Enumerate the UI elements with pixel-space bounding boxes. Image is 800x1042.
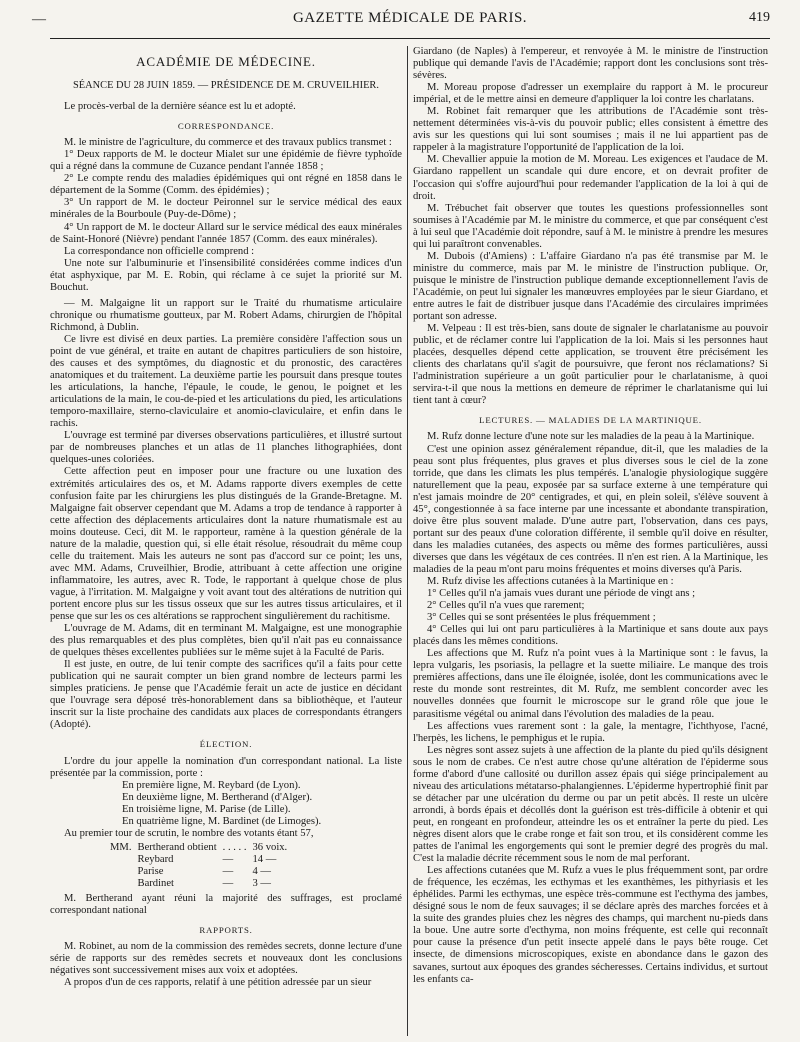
vote-row: Bardinet — 3 — [137,877,272,889]
page-header [32,10,770,32]
header-rule [50,38,770,39]
right-column [413,46,768,986]
paragraph-juste: Il est juste, en outre, de lui tenir compte des sacrifices qu'il a faits pour cette publication qui ne saurait compter un bien grand nombre de lecteurs parmi les simples praticiens. Je pense que l'Académie ferait un acte de justice en décidant que l'ouvrage sera déposé très-honorablement dans sa bibliothèque, et l'auteur inscrit sur la liste prochaine des candidats aux places de correspondants étrangers (Adopté). [50,659,402,731]
paragraph-item-2: 2° Le compte rendu des maladies épidémiques qui ont régné en 1858 dans le département de la Somme (Comm. des épidémies) ; [50,173,402,197]
paragraph-velpeau: M. Velpeau : Il est très-bien, sans doute de signaler le charlatanisme au pouvoir public, et de réclamer contre lui l'application de la loi. Mais si les personnes haut placées, desquelles dépend cette application, se trouvent être précisément les clients des charlatans qu'il s'agit de poursuivre, que feront nos réclamations? Si l'administration supérieure a un goût particulier pour le charlatanisme, à quoi servira-t-il que nous la mettions en demeure de réprimer le charlatanisme qui lui tient tant à cœur? [413,323,768,407]
seance-line: SÉANCE DU 28 JUIN 1859. — PRÉSIDENCE DE M. CRUVEILHIER. [73,80,379,92]
paragraph-rufz: M. Rufz donne lecture d'une note sur les maladies de la peau à la Martinique. [427,431,755,443]
paragraph-r1: 1° Celles qu'il n'a jamais vues durant une période de vingt ans ; [427,588,696,600]
paragraph-tour: Au premier tour de scrutin, le nombre des votants étant 57, [64,827,314,839]
left-column [50,46,402,989]
paragraph-chevallier: M. Chevallier appuie la motion de M. Moreau. Les exigences et l'audace de M. Giardano rappellent un scandale qui dure encore, et on devrait profiter de l'occasion qui s'offre aujourd'hui pour redemander l'application de la loi à qui de droit. [413,154,768,202]
paragraph-r3: 3° Celles qui se sont présentées le plus fréquemment ; [427,612,656,624]
vote-row: Reybard — 14 — [137,853,277,865]
paragraph-moreau: M. Moreau propose d'adresser un exemplaire du rapport à M. le procureur impérial, et de le mettre ainsi en demeure d'appliquer la loi contre les charlatans. [413,82,768,106]
paragraph-giardano: Giardano (de Naples) à l'empereur, et renvoyée à M. le ministre de l'instruction publique qui demande l'avis de l'Académie; rapport dont les conclusions sont très-sévères. [413,46,768,82]
paragraph-r4: 4° Celles qui lui ont paru particulières à la Martinique et sans doute aux pays placés dans les mêmes conditions. [413,624,768,648]
paragraph-bertherand: M. Bertherand ayant réuni la majorité des suffrages, est proclamé correspondant national [50,892,402,916]
paragraph-ordre: L'ordre du jour appelle la nomination d'un correspondant national. La liste présentée par la commission, porte : [50,755,402,779]
vote-row: Parise — 4 — [137,865,272,877]
paragraph-trebuchet: M. Trébuchet fait observer que toutes les questions professionnelles sont soumises à l'Académie par M. le ministre du commerce, et que par conséquent c'est à lui seul que l'Académie doit répondre, sauf à M. le ministre à prendre les mesures qui lui paraîtront convenables. [413,202,768,250]
page-number: 419 [749,10,770,25]
paragraph-albuminurie: Une note sur l'albuminurie et l'insensibilité considérées comme indices d'un état asphyxique, par M. E. Robin, qui réclame à ce sujet la priorité sur M. Bouchut. [50,257,402,293]
list-line-3: En troisième ligne, M. Parise (de Lille). [122,803,291,815]
paragraph-minutes: Le procès-verbal de la dernière séance est lu et adopté. [64,101,296,113]
section-heading-election: ÉLECTION. [199,739,253,750]
paragraph-item-1: 1° Deux rapports de M. le docteur Mialet sur une épidémie de fièvre typhoïde qui a régné dans la commune de Cuzance pendant l'année 1858 ; [50,149,402,173]
paragraph-negres: Les nègres sont assez sujets à une affection de la plante du pied qu'ils désignent sous le nom de crabes. Ce n'est autre chose qu'une altération de l'épiderme sous forme d'abord d'une callosité ou durillon assez épais qui siége principalement au niveau des articulations métatarso-phalangiennes. L'épiderme hypertrophié finit par se détacher par une ulcération du derme ou par un petit abcès. Il reste un ulcère arrondi, à bords épais et décollés dont la guérison est très-difficile à obtenir et qui peut, en rongeant en profondeur, atteindre les os et entraîner la perte du pied. Les nègres disent alors que le crabe ronge et fait son trou, et ils considèrent comme les pattes de l'animal les engorgements qui sont le premier degré des progrès du mal. C'est la maladie décrite récemment sous le nom de mal perforant. [413,744,768,865]
header-dash: — [32,12,46,27]
list-line-1: En première ligne, M. Reybard (de Lyon). [122,779,301,791]
paragraph-nonofficielle: La correspondance non officielle comprend : [64,245,255,257]
section-heading-correspondance: CORRESPONDANCE. [177,121,275,132]
list-line-2: En deuxième ligne, M. Bertherand (d'Alger). [122,791,313,803]
paragraph-rarement: Les affections vues rarement sont : la gale, la mentagre, l'ichthyose, l'acné, l'herpès, les lichens, le pemphigus et le rupia. [413,720,768,744]
paragraph-item-3: 3° Un rapport de M. le docteur Peironnel sur le service médical des eaux minérales de la Bourboule (Puy-de-Dôme) ; [50,197,402,221]
paragraph-livre: Ce livre est divisé en deux parties. La première considère l'affection sous un point de vue général, et traite en autant de chapitres particuliers de son histoire, des causes et des symptômes, du diagnostic et du pronostic, des caractères anatomiques et du traitement. La deuxième partie les poursuit dans presque toutes les articulations, la hanche, l'épaule, le coude, le genou, le poignet et les articulations de la main, le cou-de-pied et les articulations du pied, les articulations temporo-maxillaire, sterno-claviculaire et anomio-claviculaire, et enfin dans le rachis. [50,333,402,430]
paragraph-frequent: Les affections cutanées que M. Rufz a vues le plus fréquemment sont, par ordre de fréquence, les eczémas, les ecthymas et les exanthèmes, les pithyriasis et les éphélides. Parmi les ecthymas, une espèce très-commune est l'ecthyma des jambes, désigné sous le nom de feux sauvages; il se déclare après des marches forcées et à la suite des grandes pluies chez les nègres des champs, qui marchent nu-pieds dans la boue. Une autre sorte d'ecthyma, non moins fréquente, est celle qui reconnaît pour cause la présence d'un petit insecte appelé dans le pays bête rouge. Cet insecte, de dimensions microscopiques, existe en abondance dans le gazon des savanes, surtout aux époques des grandes sécheresses. Certains individus, et surtout les enfants ca- [413,865,768,985]
paragraph-malgaigne: — M. Malgaigne lit un rapport sur le Traité du rhumatisme articulaire chronique ou rhumatisme goutteux, par M. Robert Adams, chirurgien de l'hôpital Richmond, à Dublin. [50,297,402,333]
paragraph-ministre: M. le ministre de l'agriculture, du commerce et des travaux publics transmet : [64,137,392,149]
journal-title: GAZETTE MÉDICALE DE PARIS. [292,10,528,26]
paragraph-item-4: 4° Un rapport de M. le docteur Allard sur le service médical des eaux minérales de Saint-Honoré (Nièvre) pendant l'année 1857 (Comm. des eaux minérales). [50,221,402,245]
section-heading-rapports: RAPPORTS. [199,924,253,935]
paragraph-dubois: M. Dubois (d'Amiens) : L'affaire Giardano n'a pas été transmise par M. le ministre du commerce, mais par M. le ministre de l'instruction publique. Or, puisque le ministre de l'instruction publique demande exceptionnellement l'avis de l'Académie, on peut lui signaler les manœuvres employées par le sieur Giardano, et entre autres le fait de distribuer jusque dans l'Académie des circulaires imprimées portant son adresse. [413,250,768,323]
vote-table [110,842,293,890]
paragraph-monographie: L'ouvrage de M. Adams, dit en terminant M. Malgaigne, est une monographie des plus remarquables et des plus complètes, bien qu'il n'ait pas eu connaissance de quelques thèses excellentes publiées sur le même sujet à la Faculté de Paris. [50,623,402,659]
section-heading-lectures: LECTURES. — MALADIES DE LA MARTINIQUE. [479,415,702,426]
column-divider [407,46,408,1036]
article-title: ACADÉMIE DE MÉDECINE. [136,54,316,69]
paragraph-robinet: M. Robinet, au nom de la commission des remèdes secrets, donne lecture d'une série de rapports sur des remèdes secrets et nouveaux dont les conclusions négatives sont successivement mises aux voix et adoptées. [50,941,402,977]
list-line-4: En quatrième ligne, M. Bardinet (de Limoges). [122,815,322,827]
paragraph-r2: 2° Celles qu'il n'a vues que rarement; [427,600,585,612]
paragraph-ouvrage: L'ouvrage est terminé par diverses observations particulières, et illustré surtout par de nombreuses planches et un atlas de 11 planches lithographiées, dont quelques-unes coloriées. [50,430,402,466]
paragraph-propos: A propos d'un de ces rapports, relatif à une pétition adressée par un sieur [64,977,372,989]
vote-row: MM. Bertherand obtient . . . . . 36 voix. [110,841,288,853]
paragraph-robinet-2: M. Robinet fait remarquer que les attributions de l'Académie sont très-nettement déterminées vis-à-vis du pouvoir public; elles consistent à émettre des avis sur les questions qui lui sont soumises ; mais il ne lui appartient pas de rappeler à la magistrature l'opportunité de l'application de la loi. [413,106,768,154]
paragraph-affection: Cette affection peut en imposer pour une fracture ou une luxation des extrémités articulaires des os, et M. Adams rapporte divers exemples de cette confusion faite par les chirurgiens les plus distingués de la Grande-Bretagne. M. Malgaigne fait observer cependant que M. Adams a trop de tendance à rapporter à cette affection des déplacements articulaires dont la nature rhumatismale est au moins douteuse. Ceci, dit M. le rapporteur, ramène à la question générale de la nature de la maladie, question qui, si elle était résolue, résoudrait du même coup celle du traitement. Mais les auteurs ne sont pas d'accord sur ce point; les uns, avec MM. Adams, Cruveilhier, Brodie, attribuant à cette affection une origine inflammatoire, les autres, avec R. Tode, le rapportant à quelque chose de plus vague, à l'irritation. M. Malgaigne y voit avant tout des altérations de nutrition qui portent encore plus sur les tissus osseux que sur les autres tissus articulaires, et il pense que sur les os ces altérations se rapprochent singulièrement du rachitisme. [50,466,402,623]
paragraph-opinion: C'est une opinion assez généralement répandue, dit-il, que les maladies de la peau sont plus fréquentes, plus graves et plus diverses sous le ciel de la zone torride, que dans les climats les plus tempérés. L'analogie physiologique suggère naturellement que la peau, exposée par sa surface externe à une température qui n'est jamais moindre de 20° centigrades, et qui, en plein soleil, s'élève souvent à 45°, congestionnée à sa face interne par une incessante et abondante transpiration, doive être plus souvent malade. D'une autre part, l'observation, dans ces pays, portant sur des peaux d'une coloration différente, il semble qu'il doive en résulter, dans les maladies cutanées, des aspects ou même des formes particulières, aussi diverses que dans les végétaux de ces contrées. Il n'en est rien. A la Martinique, les maladies de la peau m'ont paru moins fréquentes et moins diverses qu'à Paris. [413,443,768,575]
paragraph-jamais: Les affections que M. Rufz n'a point vues à la Martinique sont : le favus, la lepra vulgaris, les psoriasis, la pellagre et la suette miliaire. Le manque des trois premières affections, dans une île éloignée, isolée, dont les communications avec le reste du monde sont restreintes, dit M. Rufz, me semblent concorder avec les nouvelles données que fournit le microscope sur le grand rôle que joue le parasitisme végétal ou animal dans l'évolution des maladies de la peau. [413,648,768,720]
paragraph-divise: M. Rufz divise les affections cutanées à la Martinique en : [427,576,674,588]
